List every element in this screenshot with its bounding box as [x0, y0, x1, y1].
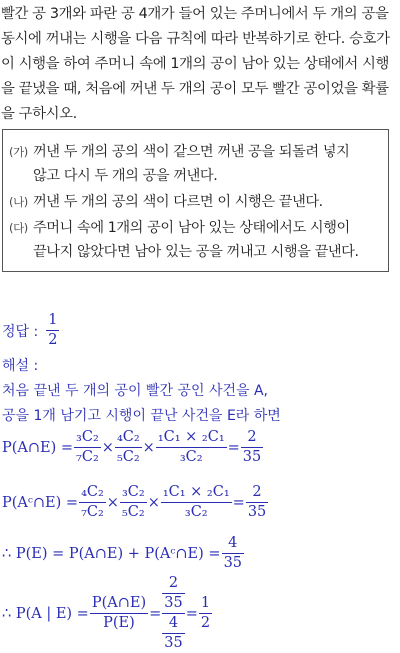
denominator: 35: [164, 595, 183, 611]
explain-label: 해설 :: [2, 358, 39, 374]
equation-4: ∴ P(A | E) = $\frac{P(A\cap E)}{P(E)}$ = $\frac{\frac{2}{35}}{\frac{4}{35}}$ = $\frac{1}{2}$: [2, 575, 211, 651]
eq1-lhs: P(A∩E) =: [2, 439, 74, 456]
answer-numerator: 1: [46, 311, 59, 331]
numerator: ₁C₁ × ₂C₁: [156, 428, 227, 448]
numerator: ₄C₂: [79, 483, 106, 503]
condition-line: 꺼낸 두 개의 공의 색이 같으면 꺼낸 공을 되돌려 넣지: [33, 144, 350, 160]
eq3-text: ∴ P(E) = P(A∩E) + P(Aᶜ∩E) =: [2, 545, 221, 562]
condition-line: 않고 다시 두 개의 공을 꺼낸다.: [33, 168, 218, 184]
denominator: 35: [164, 635, 183, 651]
numerator: ₁C₁ × ₂C₁: [161, 483, 232, 503]
equation-3: [2, 534, 245, 573]
numerator: ₄C₂: [115, 428, 142, 448]
eq1-frac-1: [74, 428, 101, 467]
condition-line: 끝나지 않았다면 남아 있는 공을 꺼내고 시행을 끝낸다.: [33, 244, 359, 260]
numerator: ₃C₂: [74, 428, 101, 448]
condition-line: 주머니 속에 1개의 공이 남아 있는 상태에서도 시행이: [33, 220, 350, 236]
condition-da: [9, 216, 381, 264]
numerator: ₃C₂: [120, 483, 147, 503]
numerator: 1: [199, 594, 212, 614]
eq1-frac-3: [156, 428, 227, 467]
answer-fraction: [46, 311, 59, 350]
equation-1: P(A∩E) = $\frac{\text{₃C₂}}{\text{₇C₂}}$ × $\frac{\text{₄C₂}}{\text{₅C₂}}$ × $\frac{\text{₁C₁ × ₂C₁}}{\text{₃C₂}}$ = $\frac{2}{35}$: [2, 429, 262, 465]
eq2-frac-3: [161, 483, 232, 522]
eq4-complex-fraction: [162, 574, 184, 653]
answer-label: 정답 :: [2, 323, 39, 340]
problem-text: 빨간 공 3개와 파란 공 4개가 들어 있는 주머니에서 두 개의 공을 동시에 꺼내는 시행을 다음 규칙에 따라 반복하기로 한다. 승호가 이 시행을 하여 주머니 속에 1개의 공이 남아 있는 상태에서 시행을 끝냈을 때, 처음에 꺼낸 두 개의 공이 모두 빨간 공이었을 확률을 구하시오.: [1, 6, 390, 122]
denominator: ₇C₂: [76, 449, 99, 465]
eq1-result: [241, 428, 263, 467]
condition-ga: [9, 140, 381, 188]
denominator: ₇C₂: [81, 504, 104, 520]
numerator: 4: [222, 534, 244, 554]
numerator: P(A∩E): [90, 594, 148, 614]
condition-tag: (나): [9, 195, 28, 209]
eq1-frac-2: [115, 428, 142, 467]
conditions-box: [2, 129, 389, 272]
condition-na: [9, 190, 381, 214]
eq4-result: [199, 594, 212, 633]
denominator: 35: [242, 449, 262, 465]
eq3-result: [222, 534, 244, 573]
numerator: 4: [162, 614, 184, 634]
denominator: ₃C₂: [184, 504, 208, 520]
eq4-lhs: ∴ P(A | E) =: [2, 605, 89, 622]
denominator: ₅C₂: [116, 449, 140, 465]
numerator: 2: [246, 483, 268, 503]
denominator: ₅C₂: [121, 504, 145, 520]
eq2-frac-1: [79, 483, 106, 522]
denominator: 2: [200, 615, 211, 631]
complex-numerator: [162, 574, 184, 614]
condition-tag: (가): [9, 145, 28, 159]
denominator: 35: [247, 504, 267, 520]
denominator: P(E): [103, 615, 135, 631]
eq4-middle: [90, 594, 148, 633]
eq2-lhs: P(Aᶜ∩E) =: [2, 494, 79, 511]
numerator: 2: [241, 428, 263, 448]
eq2-result: [246, 483, 268, 522]
answer-line: [2, 311, 60, 350]
eq2-frac-2: [120, 483, 147, 522]
solution-line-2: 공을 1개 남기고 시행이 끝난 사건을 E라 하면: [2, 408, 281, 424]
numerator: 2: [162, 574, 184, 594]
condition-line: 꺼낸 두 개의 공의 색이 다르면 이 시행은 끝낸다.: [33, 194, 323, 210]
condition-tag: (다): [9, 221, 28, 235]
equation-2: P(Aᶜ∩E) = $\frac{\text{₄C₂}}{\text{₇C₂}}$ × $\frac{\text{₃C₂}}{\text{₅C₂}}$ × $\frac{\text{₁C₁ × ₂C₁}}{\text{₃C₂}}$ = $\frac{2}{35}$: [2, 484, 267, 520]
complex-denominator: [162, 614, 184, 653]
denominator: ₃C₂: [179, 449, 203, 465]
answer-denominator: 2: [48, 332, 58, 348]
solution-line-1: 처음 끝낸 두 개의 공이 빨간 공인 사건을 A,: [2, 383, 269, 399]
denominator: 35: [223, 555, 243, 571]
